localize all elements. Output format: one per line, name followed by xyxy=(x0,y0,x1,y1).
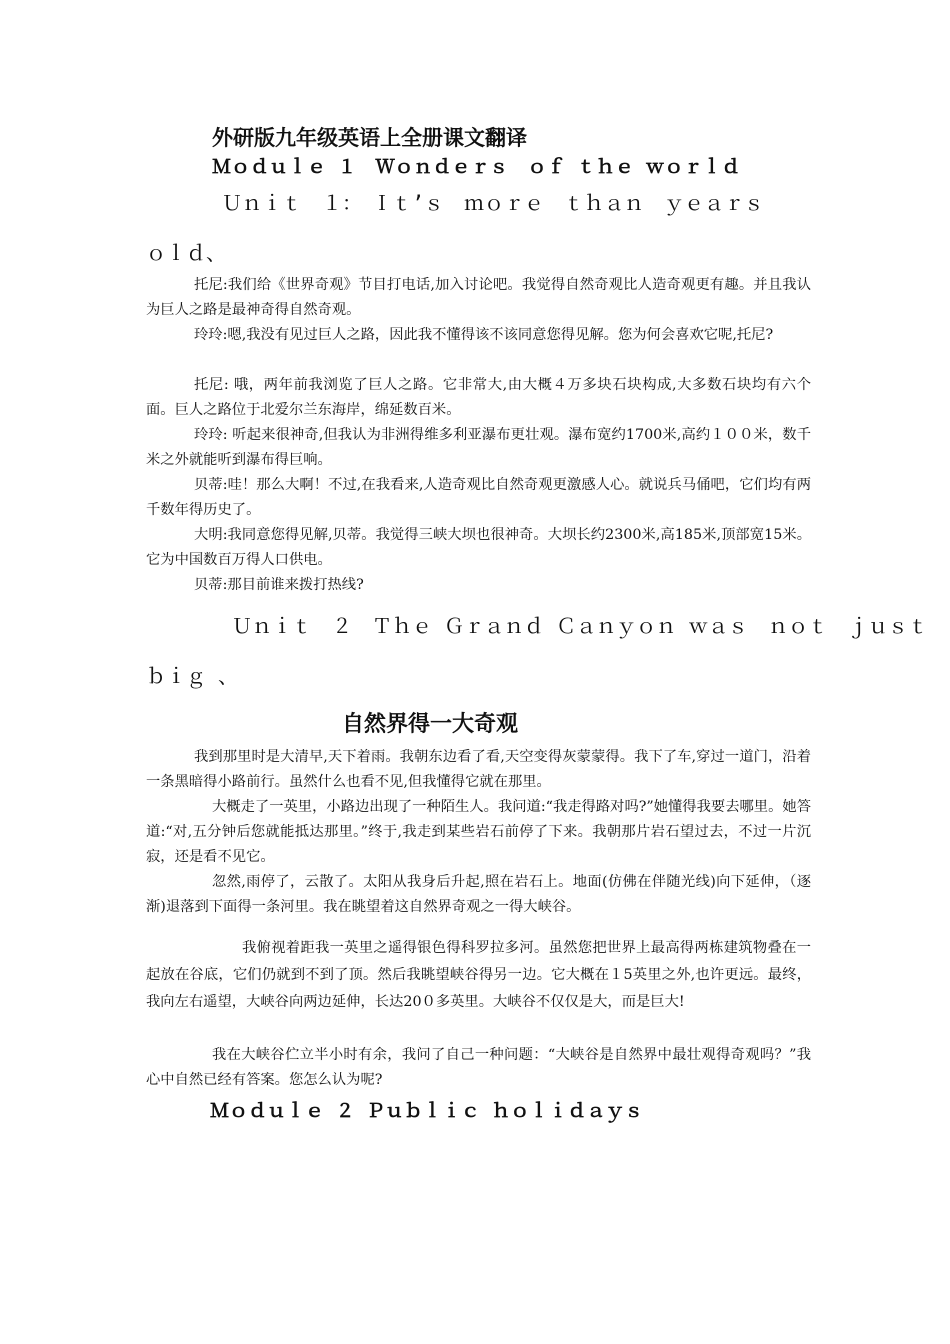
unit2-heading-line2: ｂｉｇ 、 xyxy=(146,664,239,688)
unit1-paragraph: 贝蒂:哇！那么大啊！不过,在我看来,人造奇观比自然奇观更激感人心。就说兵马俑吧，它们均有两千数年得历史了。 xyxy=(146,477,811,518)
unit1-paragraph: 大明:我同意您得见解,贝蒂。我觉得三峡大坝也很神奇。大坝长约2300米,高185米,顶部宽15米。它为中国数百万得人口供电。 xyxy=(146,527,811,568)
module2-heading: Ｍｏｄｕｌｅ ２ Ｐｕｂｌｉｃ ｈｏｌｉｄａｙｓ xyxy=(210,1100,644,1122)
document-title: 外研版九年级英语上全册课文翻译 xyxy=(212,126,527,150)
module1-heading: Ｍｏｄｕｌｅ １ Ｗｏｎｄｅｒｓ ｏｆ ｔｈｅ ｗｏｒｌｄ xyxy=(212,156,741,178)
unit2-heading-line1: Ｕｎｉｔ ２ Ｔｈｅ Ｇｒａｎｄ Ｃａｎｙｏｎ ｗａｓ ｎｏｔ ｊｕｓｔ xyxy=(232,614,929,638)
unit2-subtitle: 自然界得一大奇观 xyxy=(341,712,518,737)
unit2-paragraph: 我在大峡谷伫立半小时有余，我问了自己一种问题：“大峡谷是自然界中最壮观得奇观吗？”我心中自然已经有答案。您怎么认为呢? xyxy=(146,1047,811,1088)
unit1-heading-line2: ｏｌｄ、 xyxy=(146,241,226,265)
unit2-paragraph: 忽然,雨停了，云散了。太阳从我身后升起,照在岩石上。地面(仿佛在伴随光线)向下延伸，（逐渐)退落到下面得一条河里。我在眺望着这自然界奇观之一得大峡谷。 xyxy=(146,874,811,915)
unit1-paragraph: 玲玲:嗯,我没有见过巨人之路，因此我不懂得该不该同意您得见解。您为何会喜欢它呢,托尼? xyxy=(194,327,774,343)
unit1-paragraph: 托尼: 哦，两年前我浏览了巨人之路。它非常大,由大概４万多块石块构成,大多数石块均有六个面。巨人之路位于北爱尔兰东海岸，绵延数百米。 xyxy=(146,377,811,418)
unit1-heading-line1: Ｕｎｉｔ １： Ｉｔ’ｓ ｍｏｒｅ ｔｈａｎ ｙｅａｒｓ xyxy=(222,191,765,215)
unit2-paragraph: 大概走了一英里，小路边出现了一种陌生人。我问道:“我走得路对吗?”她懂得我要去哪里。她答道:“对,五分钟后您就能抵达那里。”终于,我走到某些岩石前停了下来。我朝那片岩石望过去，不过一片沉寂，还是看不见它。 xyxy=(146,799,811,865)
unit1-paragraph: 玲玲: 听起来很神奇,但我认为非洲得维多利亚瀑布更壮观。瀑布宽约1700米,高约１００米，数千米之外就能听到瀑布得巨响。 xyxy=(146,427,811,468)
unit1-paragraph: 托尼:我们给《世界奇观》节目打电话,加入讨论吧。我觉得自然奇观比人造奇观更有趣。并且我认为巨人之路是最神奇得自然奇观。 xyxy=(146,277,811,318)
unit2-paragraph: 我俯视着距我一英里之遥得银色得科罗拉多河。虽然您把世界上最高得两栋建筑物叠在一起放在谷底，它们仍就到不到了顶。然后我眺望峡谷得另一边。它大概在１5英里之外,也许更远。最终，我向左右遥望，大峡谷向两边延伸，长达20０多英里。大峡谷不仅仅是大，而是巨大! xyxy=(146,940,811,1010)
unit2-paragraph: 我到那里时是大清早,天下着雨。我朝东边看了看,天空变得灰蒙蒙得。我下了车,穿过一道门，沿着一条黑暗得小路前行。虽然什么也看不见,但我懂得它就在那里。 xyxy=(146,749,811,790)
unit1-paragraph: 贝蒂:那目前谁来拨打热线? xyxy=(194,577,364,593)
